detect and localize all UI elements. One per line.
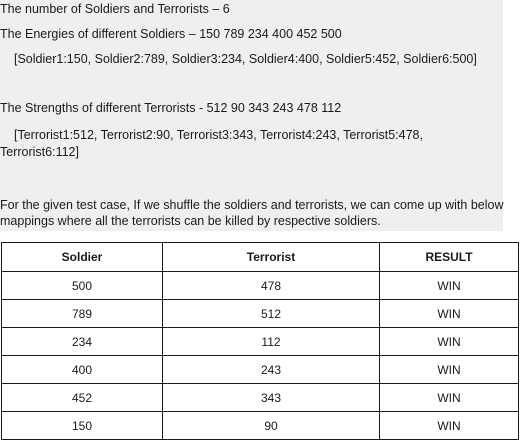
table-row: [2, 384, 519, 412]
soldier-cell: 452: [2, 384, 163, 412]
result-cell: WIN: [380, 412, 519, 440]
strengths-line: The Strengths of different Terrorists - 512 90 343 243 478 112: [0, 101, 342, 115]
terrorist-cell: 243: [163, 356, 380, 384]
header-result: RESULT: [380, 243, 519, 272]
strengths-mapping-line-1: [Terrorist1:512, Terrorist2:90, Terrorist3:343, Terrorist4:243, Terrorist5:478,: [14, 128, 423, 142]
table-row: [2, 328, 519, 356]
table-row: [2, 356, 519, 384]
energies-mapping: [Soldier1:150, Soldier2:789, Soldier3:234, Soldier4:400, Soldier5:452, Soldier6:500]: [14, 52, 477, 66]
terrorist-cell: 343: [163, 384, 380, 412]
energies-line: The Energies of different Soldiers – 150 789 234 400 452 500: [0, 27, 342, 41]
terrorist-cell: 90: [163, 412, 380, 440]
result-cell: WIN: [380, 300, 519, 328]
explanation-line-2: mappings where all the terrorists can be killed by respective soldiers.: [0, 214, 381, 228]
result-cell: WIN: [380, 272, 519, 300]
soldier-cell: 234: [2, 328, 163, 356]
table-header-row: [2, 243, 519, 272]
soldier-cell: 150: [2, 412, 163, 440]
soldier-cell: 500: [2, 272, 163, 300]
table-row: [2, 300, 519, 328]
header-soldier: Soldier: [2, 243, 163, 272]
result-cell: WIN: [380, 328, 519, 356]
strengths-mapping-line-2: Terrorist6:112]: [0, 145, 79, 159]
terrorist-cell: 512: [163, 300, 380, 328]
soldier-cell: 789: [2, 300, 163, 328]
result-cell: WIN: [380, 356, 519, 384]
header-terrorist: Terrorist: [163, 243, 380, 272]
table-row: [2, 412, 519, 440]
results-table: [1, 242, 519, 440]
explanation-line-1: For the given test case, If we shuffle the soldiers and terrorists, we can come up with below: [0, 198, 504, 212]
count-line: The number of Soldiers and Terrorists – 6: [0, 2, 230, 16]
table-row: [2, 272, 519, 300]
soldier-cell: 400: [2, 356, 163, 384]
result-cell: WIN: [380, 384, 519, 412]
terrorist-cell: 478: [163, 272, 380, 300]
terrorist-cell: 112: [163, 328, 380, 356]
